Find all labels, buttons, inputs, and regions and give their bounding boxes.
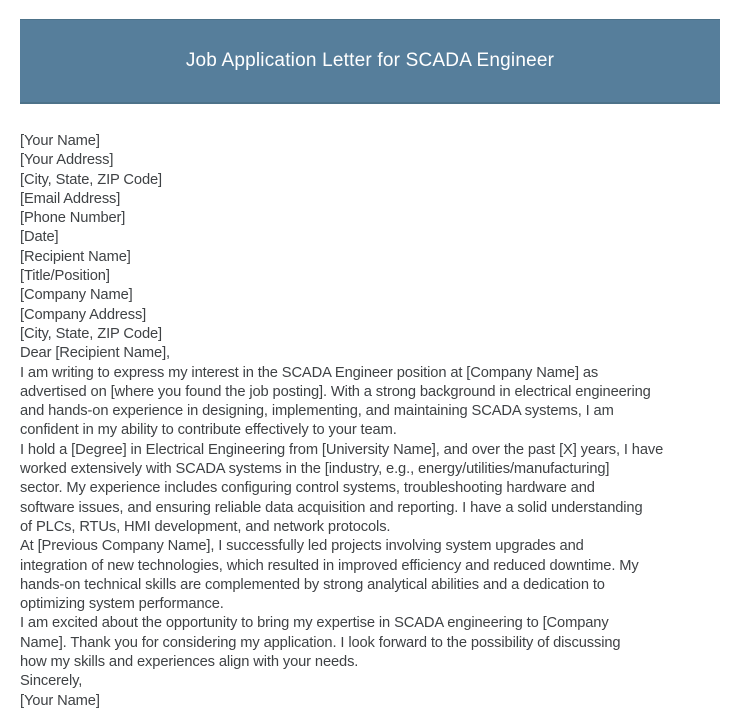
paragraph-1-line: I am writing to express my interest in the SCADA Engineer position at [Company Name] as [20,364,599,381]
company-address-line: [Company Address] [20,306,147,323]
paragraph-4-line: how my skills and experiences align with your needs. [20,654,359,671]
sender-address-line: [Your Address] [20,152,114,169]
paragraph-4-line: Name]. Thank you for considering my application. I look forward to the possibility of discussing [20,634,621,651]
date-line: [Date] [20,229,59,246]
paragraph-2-line: software issues, and ensuring reliable data acquisition and reporting. I have a solid understanding [20,499,643,516]
page-title: Job Application Letter for SCADA Engineer [185,50,555,71]
letter-body [20,132,726,711]
company-name-line: [Company Name] [20,287,133,304]
signature-line: [Your Name] [20,692,100,709]
recipient-title-line: [Title/Position] [20,268,110,285]
paragraph-2-line: sector. My experience includes configuring control systems, troubleshooting hardware and [20,480,595,497]
sender-phone-line: [Phone Number] [20,210,126,227]
closing-line: Sincerely, [20,673,83,690]
paragraph-3-line: optimizing system performance. [20,596,224,613]
company-city-line: [City, State, ZIP Code] [20,325,162,342]
paragraph-1-line: advertised on [where you found the job posting]. With a strong background in electrical engineering [20,383,651,400]
paragraph-2-line: worked extensively with SCADA systems in the [industry, e.g., energy/utilities/manufacturing] [20,461,610,478]
paragraph-3-line: hands-on technical skills are complemented by strong analytical abilities and a dedication to [20,576,605,593]
paragraph-2-line: I hold a [Degree] in Electrical Engineering from [University Name], and over the past [X] years, I have [20,441,664,458]
paragraph-3-line: integration of new technologies, which resulted in improved efficiency and reduced downtime. My [20,557,639,574]
sender-email-line: [Email Address] [20,190,121,207]
sender-name-line: [Your Name] [20,133,100,149]
recipient-name-line: [Recipient Name] [20,248,131,265]
sender-city-line: [City, State, ZIP Code] [20,171,162,188]
paragraph-2-line: of PLCs, RTUs, HMI development, and network protocols. [20,518,391,535]
paragraph-3-line: At [Previous Company Name], I successfully led projects involving system upgrades and [20,538,584,555]
salutation-line: Dear [Recipient Name], [20,345,171,362]
paragraph-1-line: confident in my ability to contribute effectively to your team. [20,422,397,439]
title-banner [20,19,720,104]
paragraph-4-line: I am excited about the opportunity to bring my expertise in SCADA engineering to [Company [20,615,609,632]
paragraph-1-line: and hands-on experience in designing, implementing, and maintaining SCADA systems, I am [20,403,614,420]
